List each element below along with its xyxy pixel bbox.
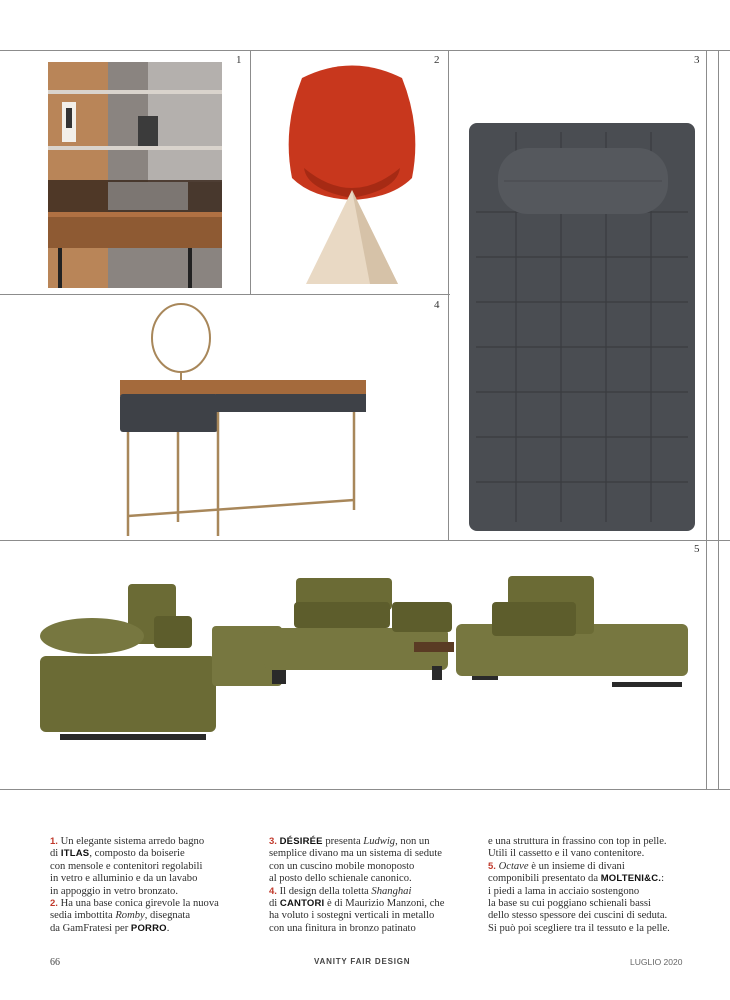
magazine-title: VANITY FAIR DESIGN (314, 957, 411, 966)
shelf-divider (0, 294, 450, 295)
caption-item-3: 3. DÉSIRÉE presenta Ludwig, non un semplice divano ma un sistema di sedute con un cuscino mobile monoposto al posto dello schienale canonico. (269, 836, 442, 885)
caption-column-2 (269, 836, 474, 935)
shelf-divider (0, 540, 730, 541)
shelf-divider (718, 50, 719, 790)
caption-column-1 (50, 836, 250, 935)
panel-2-chair-photo (272, 58, 432, 290)
caption-item-1: 1. Un elegante sistema arredo bagno di ITLAS, composto da boiserie con mensole e contenitori regolabili in vetro e alluminio e da un lavabo in appoggio in vetro bronzato. (50, 836, 205, 897)
ludwig-daybed-illustration (468, 122, 696, 532)
bathroom-illustration (48, 62, 222, 288)
shelf-divider (706, 50, 707, 790)
caption-item-2: 2. Ha una base conica girevole la nuova sedia imbottita Romby, disegnata da GamFratesi per PORRO. (50, 898, 219, 934)
issue-date: LUGLIO 2020 (630, 957, 683, 967)
panel-number: 5 (694, 543, 700, 555)
romby-chair-illustration (272, 58, 432, 290)
panel-5-sofa-photo (36, 572, 692, 748)
page-number: 66 (50, 957, 60, 968)
caption-item-4: 4. Il design della toletta Shanghai di CANTORI è di Maurizio Manzoni, che ha voluto i sostegni verticali in metallo con una finitura in bronzo patinato (269, 885, 445, 934)
caption-item-5: 5. Octave è un insieme di divani componibili presentato da MOLTENI&C.: i piedi a lama in acciaio sostengono la base su cui poggiano schienali bassi dello stesso spessore dei cuscini di seduta. Si può poi scegliere tra il tessuto e la pelle. (488, 860, 670, 934)
octave-sofa-illustration (36, 572, 692, 748)
shelf-divider (448, 50, 449, 540)
caption-item-4-continued: e una struttura in frassino con top in pelle. Utili il cassetto e il vano contenitore. (488, 836, 667, 860)
panel-1-bathroom-photo (48, 62, 222, 288)
panel-number: 3 (694, 54, 700, 66)
shanghai-table-illustration (116, 300, 372, 540)
panel-number: 2 (434, 54, 440, 66)
panel-number: 1 (236, 54, 242, 66)
panel-3-daybed-photo (468, 122, 696, 532)
caption-column-3 (488, 836, 708, 935)
panel-number: 4 (434, 299, 440, 311)
panel-4-dressing-table-photo (116, 300, 372, 540)
shelf-divider (250, 50, 251, 294)
